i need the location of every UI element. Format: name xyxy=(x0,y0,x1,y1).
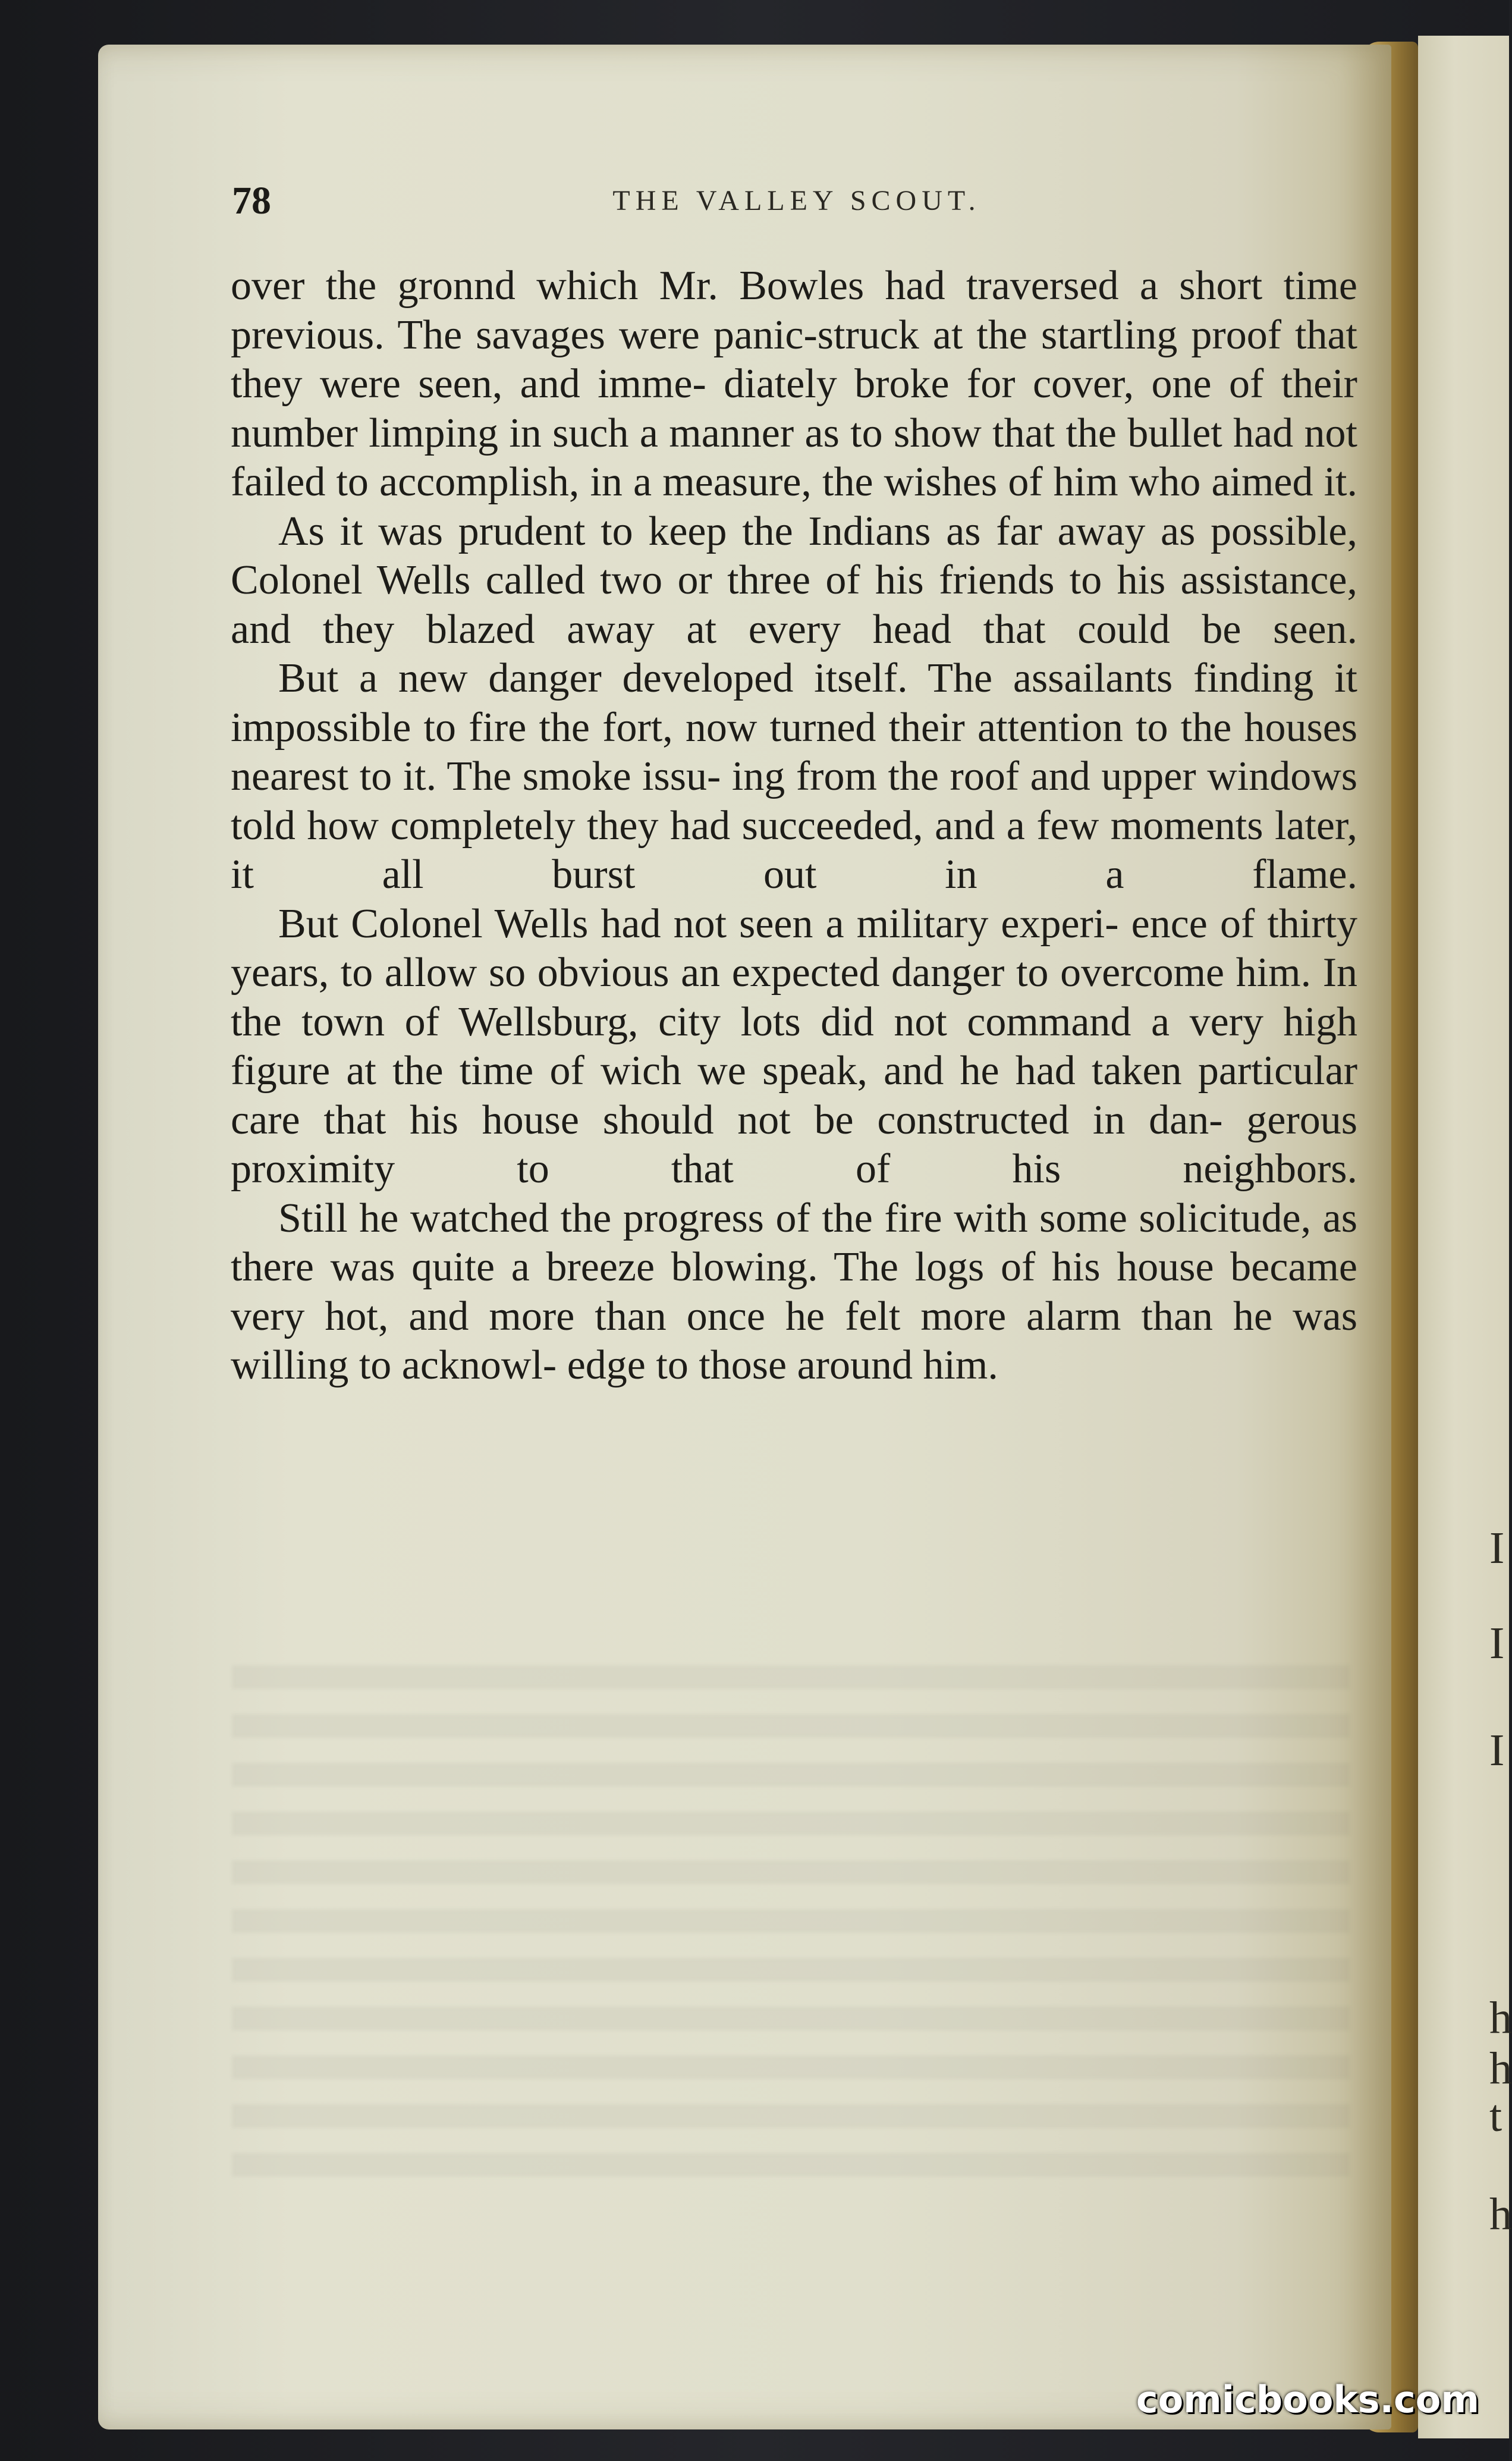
running-head: THE VALLEY SCOUT. xyxy=(612,185,981,216)
show-through-text xyxy=(232,1665,1350,2201)
page-body xyxy=(231,262,1357,1390)
facing-page-fragment: t xyxy=(1489,2091,1502,2141)
page-number: 78 xyxy=(232,179,271,222)
facing-page-edge xyxy=(1418,36,1512,2438)
paragraph: Still he watched the progress of the fire with some solicitude, as there was quite a breeze blowing. The logs of his house became very hot, and more than once he felt more alarm than he was willing to acknowl- edge to those around him. xyxy=(231,1195,1357,1388)
page-header xyxy=(232,178,1362,232)
facing-page-fragment: I xyxy=(1489,1618,1505,1668)
facing-page-fragment: I xyxy=(1489,1725,1505,1775)
paragraph: As it was prudent to keep the Indians as far away as possible, Colonel Wells called two or three of his friends to his assistance, and they blazed away at every head that could be seen. xyxy=(231,508,1357,652)
facing-page-fragment: h xyxy=(1489,2189,1512,2239)
paragraph: But a new danger developed itself. The assailants finding it impossible to fire the fort, now turned their attention to the houses nearest to it. The smoke issu- ing from the roof and upper windows told how completely they had succeeded, and a few moments later, it all burst out in a flame. xyxy=(231,655,1357,897)
watermark-text: comicbooks.com xyxy=(1136,2378,1479,2421)
facing-page-fragment: I xyxy=(1489,1523,1505,1573)
facing-page-fragment: h xyxy=(1489,1993,1512,2043)
paragraph: But Colonel Wells had not seen a military experi- ence of thirty years, to allow so obvious an expected danger to overcome him. In the town of Wellsburg, city lots did not command a very high figure at the time of wich we speak, and he had taken particular care that his house should not be constructed in dan- gerous proximity to that of his neighbors. xyxy=(231,900,1357,1192)
facing-page-fragment: h xyxy=(1489,2043,1512,2093)
paragraph: over the gronnd which Mr. Bowles had traversed a short time previous. The savages were panic-struck at the startling proof that they were seen, and imme- diately broke for cover, one of their number limping in such a manner as to show that the bullet had not failed to accomplish, in a measure, the wishes of him who aimed it. xyxy=(231,263,1357,505)
